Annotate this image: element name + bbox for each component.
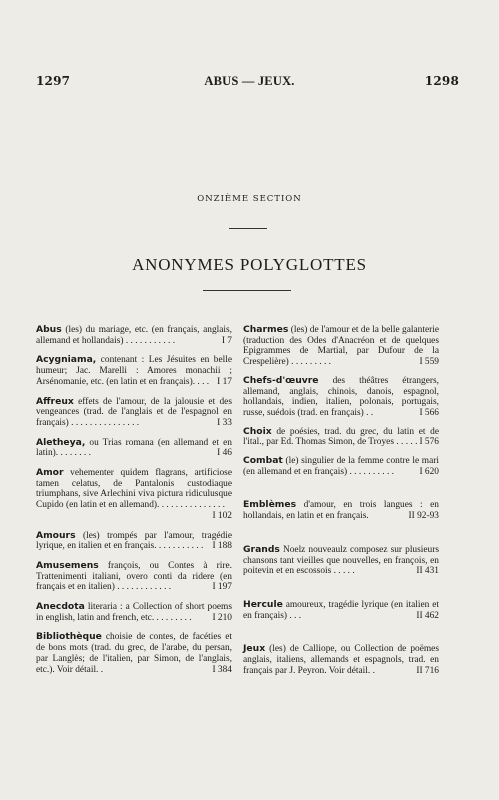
entry-text: (les) trompés par l'amour, tragédie lyrique, en italien et en français. . . . . . . . . . . bbox=[36, 530, 232, 552]
index-entry bbox=[36, 468, 232, 522]
index-entry bbox=[36, 355, 232, 387]
entry-reference: II 716 bbox=[416, 665, 439, 676]
entry-text: ou Trias romana (en allemand et en latin). . . . . . . . bbox=[36, 437, 232, 459]
entry-text: Noelz nouveaulz composez sur plusieurs chansons tant vieilles que nouvelles, en françois, en poitevin et en escossois . . . . . bbox=[243, 544, 439, 577]
index-entry bbox=[36, 561, 232, 593]
index-entry bbox=[243, 325, 439, 368]
entry-text: de poésies, trad. du grec, du latin et de l'ital., par Ed. Thomas Simon, de Troyes . . . . . bbox=[243, 426, 439, 448]
entry-text: (les) de Calliope, ou Collection de poëmes anglais, italiens, allemands et espagnols, trad. en français par J. Peyron. Voir détail. . bbox=[243, 644, 439, 676]
entry-reference: I 17 bbox=[217, 376, 232, 387]
entry-reference: I 559 bbox=[419, 357, 439, 368]
index-entry bbox=[36, 325, 232, 346]
entry-text: vehementer quidem flagrans, artificiose tamen celatus, de Pantalonis custodiaque triumphans, sive Arlechini viva pictura ridiculusque Cupido (en latin et en allemand). . . . . . . . . . . . . . . bbox=[36, 468, 232, 511]
title-divider bbox=[203, 290, 291, 291]
entry-text: (les) du mariage, etc. (en français, anglais, allemand et hollandais) . . . . . . . . . . . bbox=[36, 325, 232, 346]
entry-headword: Jeux bbox=[243, 643, 266, 655]
entry-text: choisie de contes, de facéties et de bons mots (trad. du grec, de l'arabe, du persan, par Langlès; de l'italien, par Simon, de l'anglais, etc.). Voir détail. . bbox=[36, 632, 232, 675]
entry-headword: Acygniama, bbox=[36, 354, 97, 366]
entry-headword: Charmes bbox=[243, 324, 289, 335]
entry-headword: Combat bbox=[243, 455, 283, 467]
entry-text: contenant : Les Jésuites en belle humeur; Jac. Marelli : Amores monachii ; Arsénomanie, etc. (en latin et en français). . . . bbox=[36, 355, 232, 387]
running-header-title: ABUS — JEUX. bbox=[204, 74, 295, 88]
entry-text: effets de l'amour, de la jalousie et des vengeances (trad. de l'anglais et de l'espagnol en français) . . . . . . . . . . . . . . . bbox=[36, 396, 232, 428]
entry-headword: Chefs-d'œuvre bbox=[243, 374, 319, 386]
entry-reference: I 210 bbox=[212, 612, 232, 623]
index-entry bbox=[243, 376, 439, 419]
right-page-number: 1298 bbox=[424, 74, 459, 88]
index-entry bbox=[36, 438, 232, 459]
index-entry bbox=[36, 531, 232, 552]
entry-text: françois, ou Contes à rire. Trattenimenti italiani, overo conti da ridere (en français et en italien) . . . . . . . . . . . . bbox=[36, 560, 232, 593]
entry-headword: Hercule bbox=[243, 598, 283, 610]
entry-headword: Anecdota bbox=[36, 601, 85, 613]
entry-reference: I 384 bbox=[212, 664, 232, 675]
page-title: ANONYMES POLYGLOTTES bbox=[132, 255, 367, 274]
entry-reference: I 197 bbox=[212, 582, 232, 593]
left-column bbox=[36, 325, 232, 675]
entry-headword: Bibliothèque bbox=[36, 631, 102, 643]
index-entry bbox=[36, 602, 232, 623]
entry-reference: II 431 bbox=[416, 566, 439, 577]
entry-reference: I 566 bbox=[419, 407, 439, 418]
entry-text: (le) singulier de la femme contre le mari (en allemand et en français) . . . . . . . . . . bbox=[243, 456, 439, 477]
entry-reference: I 576 bbox=[419, 437, 439, 448]
entry-text: des théâtres étrangers, allemand, anglais, chinois, danois, espagnol, hollandais, indien, italien, polonais, portugais, russe, suédois (trad. en français) . . bbox=[243, 375, 439, 418]
entry-text: d'amour, en trois langues : en hollandais, en latin et en français. bbox=[243, 500, 439, 522]
entry-reference: I 46 bbox=[217, 448, 232, 459]
index-entry bbox=[36, 397, 232, 429]
right-column bbox=[243, 325, 439, 676]
index-entry bbox=[243, 427, 439, 448]
index-entry bbox=[243, 600, 439, 621]
entry-headword: Aletheya, bbox=[36, 436, 86, 448]
entry-reference: I 620 bbox=[419, 466, 439, 477]
entry-reference: II 92-93 bbox=[408, 511, 439, 522]
entry-headword: Amusemens bbox=[36, 559, 99, 571]
entry-headword: Abus bbox=[36, 324, 62, 335]
index-entry bbox=[243, 456, 439, 477]
entry-headword: Choix bbox=[243, 425, 272, 437]
left-page-number: 1297 bbox=[36, 74, 71, 88]
entry-headword: Emblèmes bbox=[243, 499, 297, 511]
entry-headword: Amor bbox=[36, 467, 64, 479]
entry-headword: Grands bbox=[243, 543, 280, 555]
entry-reference: II 462 bbox=[416, 610, 439, 621]
index-entry bbox=[243, 545, 439, 577]
entry-reference: I 188 bbox=[212, 541, 232, 552]
index-entry bbox=[243, 500, 439, 521]
entry-reference: I 102 bbox=[212, 510, 232, 521]
entry-headword: Amours bbox=[36, 529, 76, 541]
entry-text: (les) de l'amour et de la belle galanterie (traduction des Odes d'Anacréon et de quelques Epigrammes de Martial, par Dufour de la Crespelière) . . . . . . . . . bbox=[243, 325, 439, 368]
index-entry bbox=[243, 644, 439, 676]
section-label: ONZIÈME SECTION bbox=[197, 194, 302, 204]
entry-text: amoureux, tragédie lyrique (en italien et en français) . . . bbox=[243, 599, 439, 621]
entry-headword: Affreux bbox=[36, 395, 74, 407]
section-divider bbox=[229, 228, 267, 229]
entry-reference: I 33 bbox=[217, 417, 232, 428]
entry-text: literaria : a Collection of short poems in english, latin and french, etc. . . . . . . . . bbox=[36, 602, 232, 623]
entry-reference: I 7 bbox=[221, 335, 232, 346]
index-entry bbox=[36, 632, 232, 675]
